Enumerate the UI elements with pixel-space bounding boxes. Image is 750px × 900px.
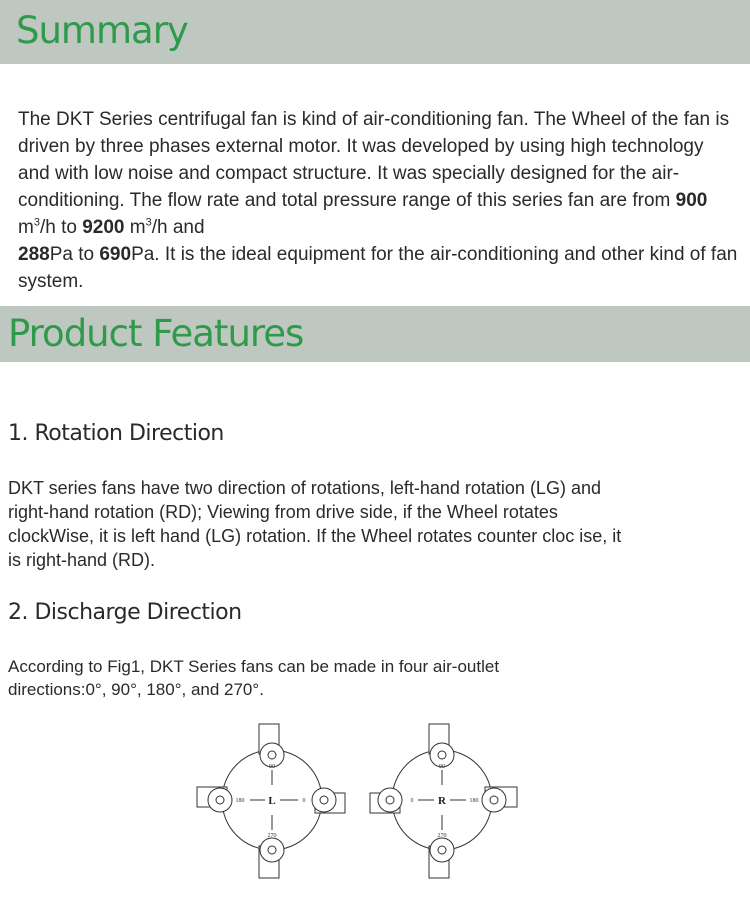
summary-paragraph — [18, 106, 738, 295]
left-rotation-letter: L — [268, 795, 276, 807]
right-label-270: 270 — [437, 833, 447, 839]
right-fan-left — [370, 788, 402, 813]
unit-h-and: /h and — [151, 217, 205, 238]
unit-h-to: /h to — [39, 217, 83, 238]
left-fan-top — [259, 724, 284, 767]
right-rotation-diagram — [370, 724, 517, 878]
right-label-180: 180 — [469, 798, 479, 804]
right-fan-top — [429, 724, 454, 767]
summary-text-part2: Pa. It is the ideal equipment for the air-conditioning and other kind of fan system. — [18, 244, 738, 292]
summary-heading: Summary — [16, 9, 188, 52]
unit-exponent: 3 — [33, 216, 40, 229]
right-fan-right — [482, 787, 517, 812]
left-label-270: 270 — [267, 833, 277, 839]
right-label-0: 0 — [410, 798, 414, 804]
discharge-direction-figure — [0, 715, 750, 895]
left-label-0: 0 — [302, 798, 306, 804]
summary-banner — [0, 0, 750, 64]
unit-exponent-2: 3 — [145, 216, 152, 229]
pressure-min-value: 288 — [18, 244, 50, 265]
features-banner — [0, 306, 750, 362]
features-heading: Product Features — [8, 312, 304, 355]
summary-text-part1: The DKT Series centrifugal fan is kind of air-conditioning fan. The Wheel of the fan is driven by three phases external motor. It was developed by using high technology and with low noise and compact structure. It was specially designed for the air-conditioning. The flow rate and total pressure range of this series fan are from — [18, 109, 730, 211]
right-rotation-letter: R — [438, 795, 446, 807]
unit-m-2: m — [124, 217, 146, 238]
left-fan-right — [312, 788, 345, 813]
right-fan-bottom — [429, 838, 454, 878]
discharge-paragraph: According to Fig1, DKT Series fans can be made in four air-outlet directions:0°, 90°, 180°, and 270°. — [8, 657, 500, 699]
left-rotation-diagram — [197, 724, 345, 878]
flow-min-value: 900 — [675, 190, 708, 211]
pressure-max-value: 690 — [99, 244, 132, 265]
left-label-90: 90 — [269, 764, 275, 770]
right-label-90: 90 — [439, 764, 445, 770]
left-fan-bottom — [259, 838, 284, 878]
discharge-heading: 2. Discharge Direction — [8, 600, 242, 625]
left-label-180: 180 — [235, 798, 245, 804]
pa-to: Pa to — [49, 244, 100, 265]
rotation-paragraph: DKT series fans have two direction of rotations, left-hand rotation (LG) and right-hand rotation (RD); Viewing from drive side, if the Wheel rotates clockWise, it is left hand (LG) rotation. If the Wheel rotates counter cloc ise, it is right-hand (RD). — [8, 478, 622, 570]
left-fan-left — [197, 787, 232, 812]
flow-max-value: 9200 — [82, 217, 125, 238]
unit-m: m — [18, 217, 34, 238]
rotation-heading: 1. Rotation Direction — [8, 421, 224, 446]
